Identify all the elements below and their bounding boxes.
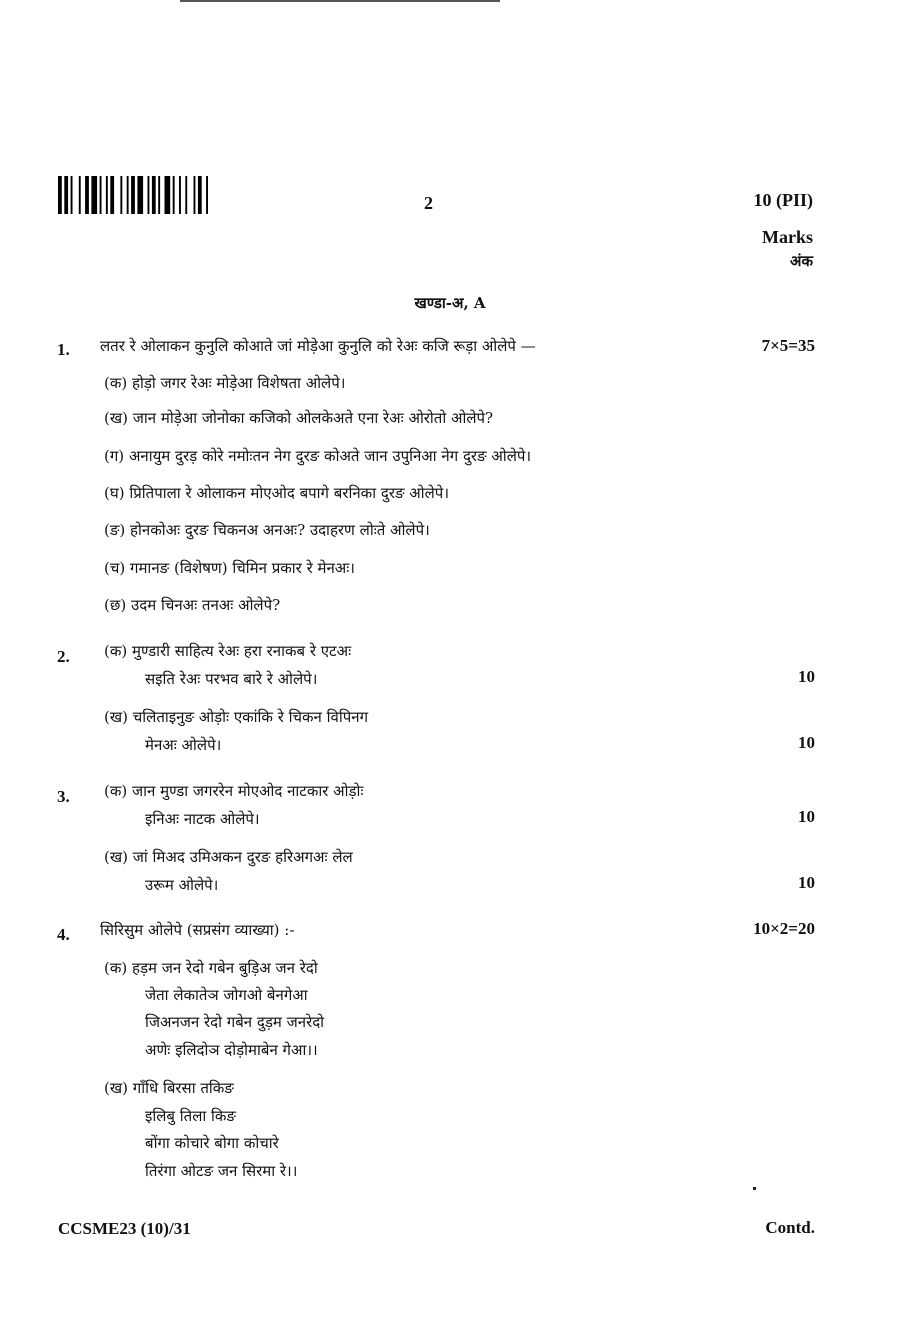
sub-question-text: मेनअः ओलेपे। (145, 736, 222, 754)
sub-question-label: (ख) (104, 1079, 128, 1097)
footer-contd: Contd. (765, 1218, 815, 1237)
poem-line: जिअनजन रेदो गबेन दुड़म जनरेदो (145, 1013, 325, 1031)
sub-question-text: सइति रेअः परभव बारे रे ओलेपे। (145, 670, 318, 688)
sub-question (104, 558, 355, 578)
poem-line (104, 958, 318, 978)
question-marks: 10 (798, 873, 815, 892)
sub-question-text: जान मोड़ेआ जोनोका कजिको ओलकेअते एना रेअः ओरोतो ओलेपे? (132, 409, 494, 427)
poem-line: जेता लेकातेञ जोगओ बेनगेआ (145, 986, 308, 1004)
sub-question (104, 408, 493, 428)
question-text: लतर रे ओलाकन कुनुलि कोआते जां मोड़ेआ कुनुलि को रेअः कजि रूड़ा ओलेपे — (100, 337, 536, 355)
sub-question-label: (छ) (104, 596, 127, 614)
sub-question-text: होनकोअः दुरङ चिकनअ अनअः? उदाहरण लोःते ओलेपे। (130, 521, 430, 539)
sub-question (104, 446, 531, 466)
question-text: सिरिसुम ओलेपे (सप्रसंग व्याख्या) :- (100, 921, 295, 939)
sub-question-label: (क) (104, 782, 128, 800)
sub-question-text: मुण्डारी साहित्य रेअः हरा रनाकब रे एटअः (132, 642, 352, 660)
sub-question-text: इनिअः नाटक ओलेपे। (145, 810, 260, 828)
sub-question-text: उदम चिनअः तनअः ओलेपे? (131, 596, 281, 614)
sub-question (104, 520, 430, 540)
question-number: 2. (57, 647, 70, 666)
sub-question-text: प्रितिपाला रे ओलाकन मोएओद बपागे बरनिका दुरङ ओलेपे। (129, 484, 449, 502)
poem-line: बोंगा कोचारे बोगा कोचारे (145, 1134, 279, 1152)
sub-question-text: होड़ो जगर रेअः मोड़ेआ विशेषता ओलेपे। (132, 374, 346, 392)
sub-question (104, 373, 345, 393)
sub-question-label: (क) (104, 642, 128, 660)
sub-question (104, 781, 363, 801)
sub-question (104, 641, 351, 661)
sub-question-label: (ख) (104, 409, 128, 427)
page-number: 2 (424, 193, 433, 213)
sub-question-text: जान मुण्डा जगररेन मोएओद नाटकार ओड़ोः (132, 782, 364, 800)
sub-question (104, 483, 449, 503)
sub-question-label: (ङ) (104, 521, 126, 539)
sub-question-label: (च) (104, 559, 126, 577)
question-marks: 10 (798, 733, 815, 752)
marks-label-hi: अंक (790, 252, 813, 270)
question-marks: 10 (798, 667, 815, 686)
top-rule (180, 0, 500, 2)
sub-question-text: जां मिअद उमिअकन दुरङ हरिअगअः लेल (132, 848, 353, 866)
question-marks: 7×5=35 (761, 336, 815, 355)
sub-question (104, 595, 280, 615)
stray-mark (753, 1187, 756, 1190)
sub-question-text: चलिताइनुङ ओड़ोः एकांकि रे चिकन विपिनग (132, 708, 369, 726)
sub-question-label: (क) (104, 959, 128, 977)
section-title: खण्डा-अ, A (414, 294, 486, 312)
question-number: 3. (57, 787, 70, 806)
sub-question-label: (ख) (104, 708, 128, 726)
sub-question-label: (ख) (104, 848, 128, 866)
sub-question (104, 847, 353, 867)
footer-code: CCSME23 (10)/31 (58, 1219, 191, 1238)
sub-question-label: (ग) (104, 447, 125, 465)
poem-text: हड़म जन रेदो गबेन बुड़िअ जन रेदो (132, 959, 318, 977)
question-marks: 10×2=20 (753, 919, 815, 938)
marks-label-en: Marks (762, 227, 813, 247)
sub-question-text: उरूम ओलेपे। (145, 876, 219, 894)
question-marks: 10 (798, 807, 815, 826)
barcode-image (58, 176, 236, 214)
sub-question-text: अनायुम दुरड़ कोरे नमोःतन नेग दुरङ कोअते जान उपुनिआ नेग दुरङ ओलेपे। (128, 447, 532, 465)
poem-line (104, 1078, 234, 1098)
poem-text: गाँधि बिरसा तकिङ (132, 1079, 234, 1097)
poem-line: अणेः इलिदोञ दोड़ोमाबेन गेआ।। (145, 1041, 318, 1059)
sub-question (104, 707, 368, 727)
sub-question-text: गमानङ (विशेषण) चिमिन प्रकार रे मेनअः। (130, 559, 355, 577)
sub-question-label: (क) (104, 374, 128, 392)
poem-line: तिरंगा ओटङ जन सिरमा रे।। (145, 1162, 298, 1180)
question-number: 1. (57, 340, 70, 359)
sub-question-label: (घ) (104, 484, 125, 502)
poem-line: इलिबु तिला किङ (145, 1107, 236, 1125)
question-number: 4. (57, 925, 70, 944)
paper-code: 10 (PII) (753, 190, 813, 210)
